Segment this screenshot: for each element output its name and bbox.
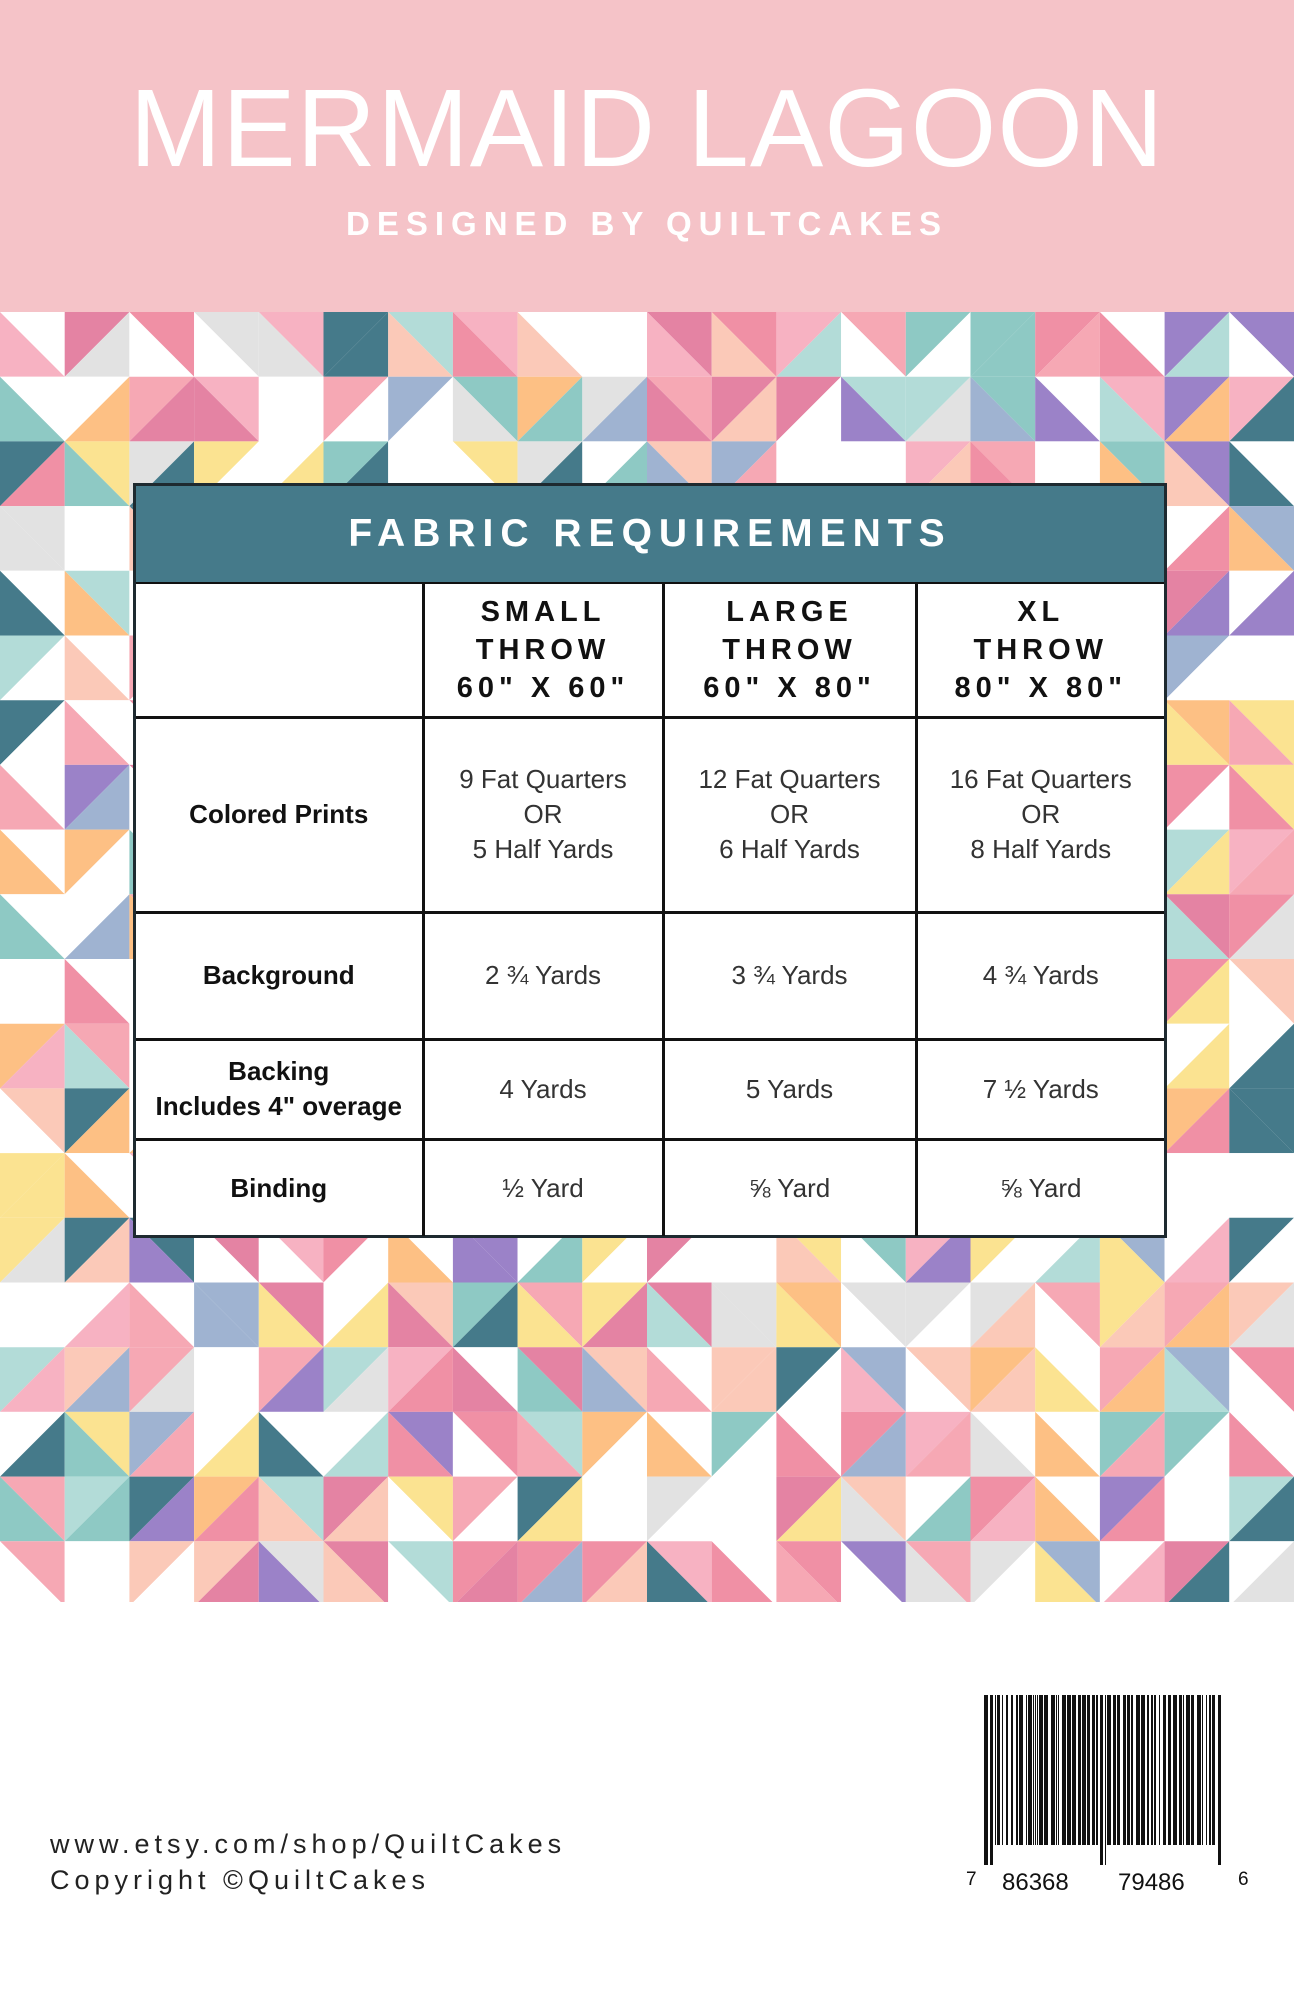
barcode-bar <box>1212 1695 1215 1845</box>
column-header-xl-throw: XL THROW 80" X 80" <box>916 583 1164 717</box>
barcode-bar <box>1035 1695 1036 1845</box>
barcode-bar <box>1141 1695 1145 1845</box>
barcode-bar <box>1105 1695 1106 1865</box>
barcode-bar <box>1191 1695 1194 1845</box>
barcode-bar <box>1039 1695 1043 1845</box>
table-cell: ½ Yard <box>423 1139 663 1236</box>
column-header-large-throw: LARGE THROW 60" X 80" <box>663 583 916 717</box>
barcode-bar <box>1044 1695 1048 1845</box>
barcode-bar <box>1209 1695 1211 1845</box>
requirements-grid <box>136 582 1164 1236</box>
fabric-requirements-table <box>133 483 1167 1238</box>
table-cell: 4 Yards <box>423 1039 663 1139</box>
barcode-bar <box>995 1695 996 1845</box>
barcode-bar <box>1028 1695 1032 1845</box>
table-row <box>136 912 1164 1039</box>
barcode-bar <box>1006 1695 1008 1845</box>
barcode-bar <box>1082 1695 1086 1845</box>
barcode-bar <box>1206 1695 1207 1845</box>
table-cell: 16 Fat Quarters OR 8 Half Yards <box>916 717 1164 912</box>
barcode-bar <box>1179 1695 1182 1845</box>
barcode-bar <box>1062 1695 1066 1845</box>
barcode-bar <box>1163 1695 1166 1845</box>
empty-corner-cell <box>136 583 423 717</box>
table-cell: ⅝ Yard <box>916 1139 1164 1236</box>
barcode-bar <box>1173 1695 1177 1845</box>
barcode-bar <box>1087 1695 1090 1845</box>
barcode-bar <box>1033 1695 1034 1845</box>
barcode-bar <box>1026 1695 1027 1845</box>
copyright-notice: Copyright ©QuiltCakes <box>50 1865 430 1895</box>
barcode-image <box>960 1695 1250 1865</box>
barcode-bar <box>1113 1695 1116 1845</box>
barcode-bar <box>1100 1695 1103 1865</box>
barcode-bar <box>1037 1695 1038 1845</box>
barcode-bar <box>1147 1695 1149 1845</box>
table-cell: 5 Yards <box>663 1039 916 1139</box>
footer-text <box>50 1826 566 1898</box>
table-cell: 12 Fat Quarters OR 6 Half Yards <box>663 717 916 912</box>
table-cell: 3 ¾ Yards <box>663 912 916 1039</box>
barcode-bar <box>1107 1695 1111 1845</box>
barcode-bar <box>1197 1695 1201 1845</box>
barcode-bar <box>1117 1695 1120 1845</box>
barcode-bar <box>984 1695 988 1865</box>
table-row <box>136 717 1164 912</box>
table-row <box>136 1039 1164 1139</box>
barcode-group-left: 86368 <box>1002 1869 1069 1896</box>
barcode-digit-left: 7 <box>966 1869 977 1890</box>
row-label-colored-prints: Colored Prints <box>136 717 423 912</box>
barcode-bar <box>1202 1695 1203 1845</box>
table-cell: ⅝ Yard <box>663 1139 916 1236</box>
table-heading: FABRIC REQUIREMENTS <box>136 486 1164 582</box>
barcode-bar <box>1067 1695 1071 1845</box>
barcode-bar <box>1186 1695 1190 1845</box>
column-header-small-throw: SMALL THROW 60" X 60" <box>423 583 663 717</box>
barcode-bar <box>1078 1695 1081 1845</box>
barcode-bar <box>1159 1695 1160 1845</box>
barcode-bar <box>1011 1695 1013 1845</box>
cover-header <box>0 0 1294 312</box>
barcode-group-right: 79486 <box>1118 1869 1185 1896</box>
barcode-bar <box>1151 1695 1153 1845</box>
pattern-title: MERMAID LAGOON <box>129 67 1165 190</box>
row-label-background: Background <box>136 912 423 1039</box>
barcode-bar <box>1092 1695 1095 1845</box>
barcode-bar <box>1127 1695 1130 1845</box>
designer-credit: DESIGNED BY QUILTCAKES <box>346 205 948 242</box>
barcode-bar <box>1136 1695 1140 1845</box>
barcode-bar <box>1002 1695 1003 1845</box>
row-label-backing: Backing Includes 4" overage <box>136 1039 423 1139</box>
table-cell: 7 ½ Yards <box>916 1039 1164 1139</box>
barcode-bar <box>1051 1695 1055 1845</box>
shop-website-link[interactable]: www.etsy.com/shop/QuiltCakes <box>50 1829 567 1859</box>
barcode-bar <box>1131 1695 1133 1845</box>
barcode-bar <box>1123 1695 1126 1845</box>
barcode-bar <box>1168 1695 1171 1845</box>
barcode-digit-right: 6 <box>1238 1869 1249 1890</box>
table-cell: 4 ¾ Yards <box>916 912 1164 1039</box>
barcode-bar <box>990 1695 993 1865</box>
row-label-binding: Binding <box>136 1139 423 1236</box>
barcode-bar <box>1019 1695 1023 1845</box>
barcode-bar <box>997 1695 1000 1845</box>
table-header-row <box>136 583 1164 717</box>
table-cell: 9 Fat Quarters OR 5 Half Yards <box>423 717 663 912</box>
barcode-bar <box>1016 1695 1018 1845</box>
barcode-bar <box>1056 1695 1057 1845</box>
barcode-bar <box>1058 1695 1059 1845</box>
barcode-bar <box>1183 1695 1184 1845</box>
table-cell: 2 ¾ Yards <box>423 912 663 1039</box>
barcode-bar <box>1072 1695 1076 1845</box>
barcode-bar <box>1218 1695 1221 1865</box>
barcode-bar <box>1096 1695 1098 1845</box>
table-row <box>136 1139 1164 1236</box>
barcode-bar <box>1154 1695 1156 1845</box>
